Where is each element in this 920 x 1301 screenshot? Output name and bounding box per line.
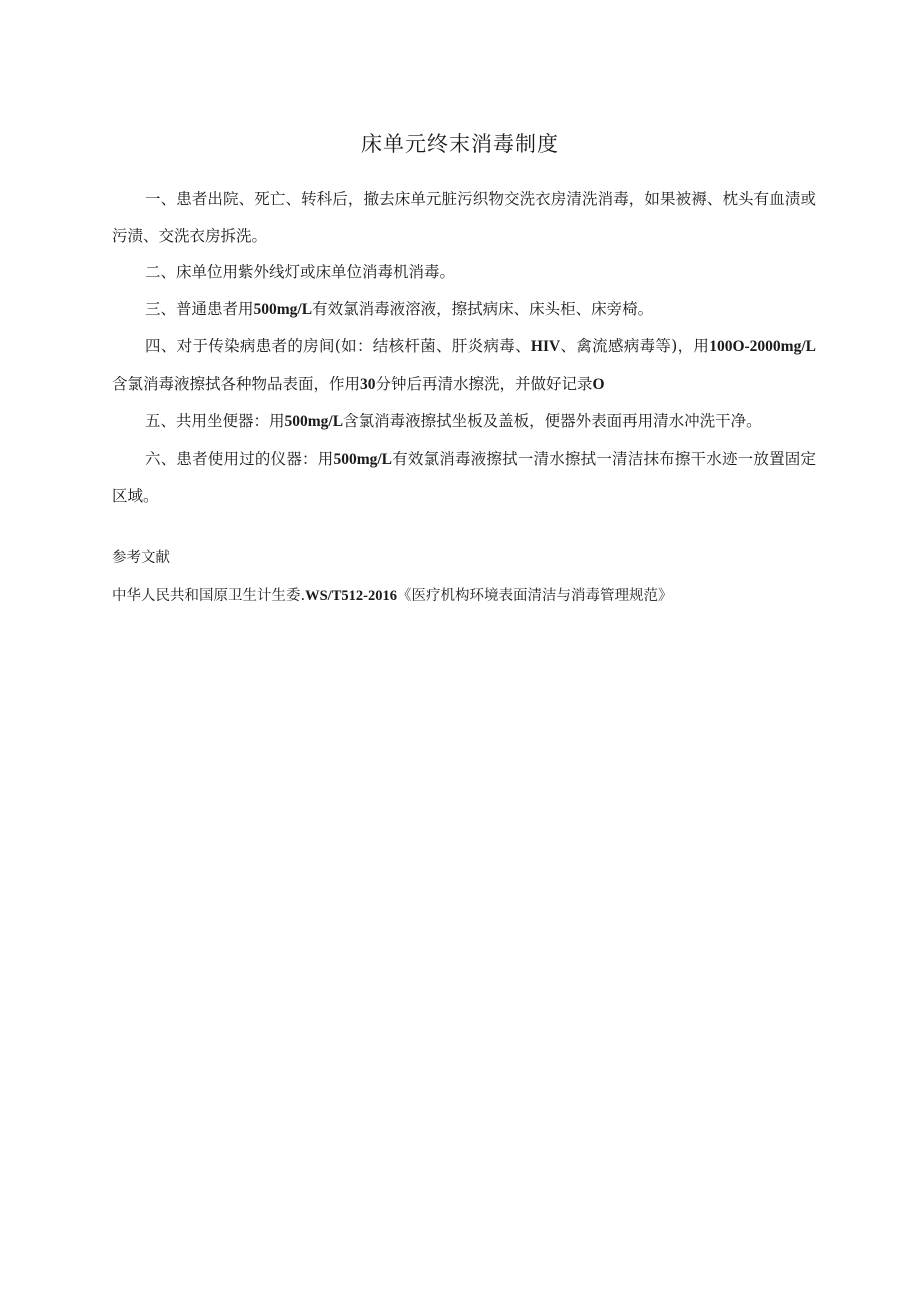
p4-text-c: 、禽流感病毒等)，用 [560, 337, 710, 355]
p4-concentration: 100O-2000mg/L [709, 338, 816, 355]
reference-publisher: 中华人民共和国原卫生计生委. [112, 588, 306, 604]
reference-title: 《医疗机构环境表面清洁与消毒管理规范》 [396, 588, 673, 604]
p6-concentration: 500mg/L [333, 450, 392, 468]
p3-concentration: 500mg/L [253, 300, 313, 318]
p4-text-e: 含氯消毒液擦拭各种物品表面，作用 [112, 374, 361, 393]
p6-text-a: 六、患者使用过的仪器：用 [145, 449, 334, 468]
reference-standard-code: WS/T512-2016 [305, 588, 397, 604]
document-body [112, 181, 816, 515]
paragraph-1: 一、患者出院、死亡、转科后，撤去床单元脏污织物交洗衣房清洗消毒，如果被褥、枕头有血渍或污渍、交洗衣房拆洗。 [112, 190, 816, 245]
p5-text-c: 含氯消毒液擦拭坐板及盖板，便器外表面再用清水冲洗干净。 [343, 412, 762, 430]
p6-text-c: 有效氯消毒液擦拭一清水擦拭一清洁抹布擦干水迹一放置固定区域。 [112, 449, 816, 505]
p4-text-g: 分钟后再清水擦洗，并做好记录 [375, 374, 593, 393]
paragraph-5 [112, 403, 816, 441]
p4-hiv: HIV [530, 338, 561, 355]
reference-item [112, 584, 832, 605]
references-section [112, 546, 832, 605]
p3-text-a: 三、普通患者用 [145, 299, 254, 318]
p5-text-a: 五、共用坐便器：用 [145, 412, 285, 430]
p3-text-c: 有效氯消毒液溶液，擦拭病床、床头柜、床旁椅。 [312, 299, 654, 318]
document-title: 床单元终末消毒制度 [361, 132, 559, 156]
references-heading: 参考文献 [112, 550, 170, 566]
p4-minutes: 30 [360, 375, 376, 393]
paragraph-2: 二、床单位用紫外线灯或床单位消毒机消毒。 [145, 263, 456, 281]
p4-text-h: O [592, 375, 605, 393]
p5-concentration: 500mg/L [284, 413, 344, 430]
paragraph-3 [112, 291, 816, 329]
paragraph-6 [112, 441, 816, 515]
paragraph-4 [112, 328, 816, 403]
p4-text-a: 四、对于传染病患者的房间(如：结核杆菌、肝炎病毒、 [145, 337, 531, 355]
